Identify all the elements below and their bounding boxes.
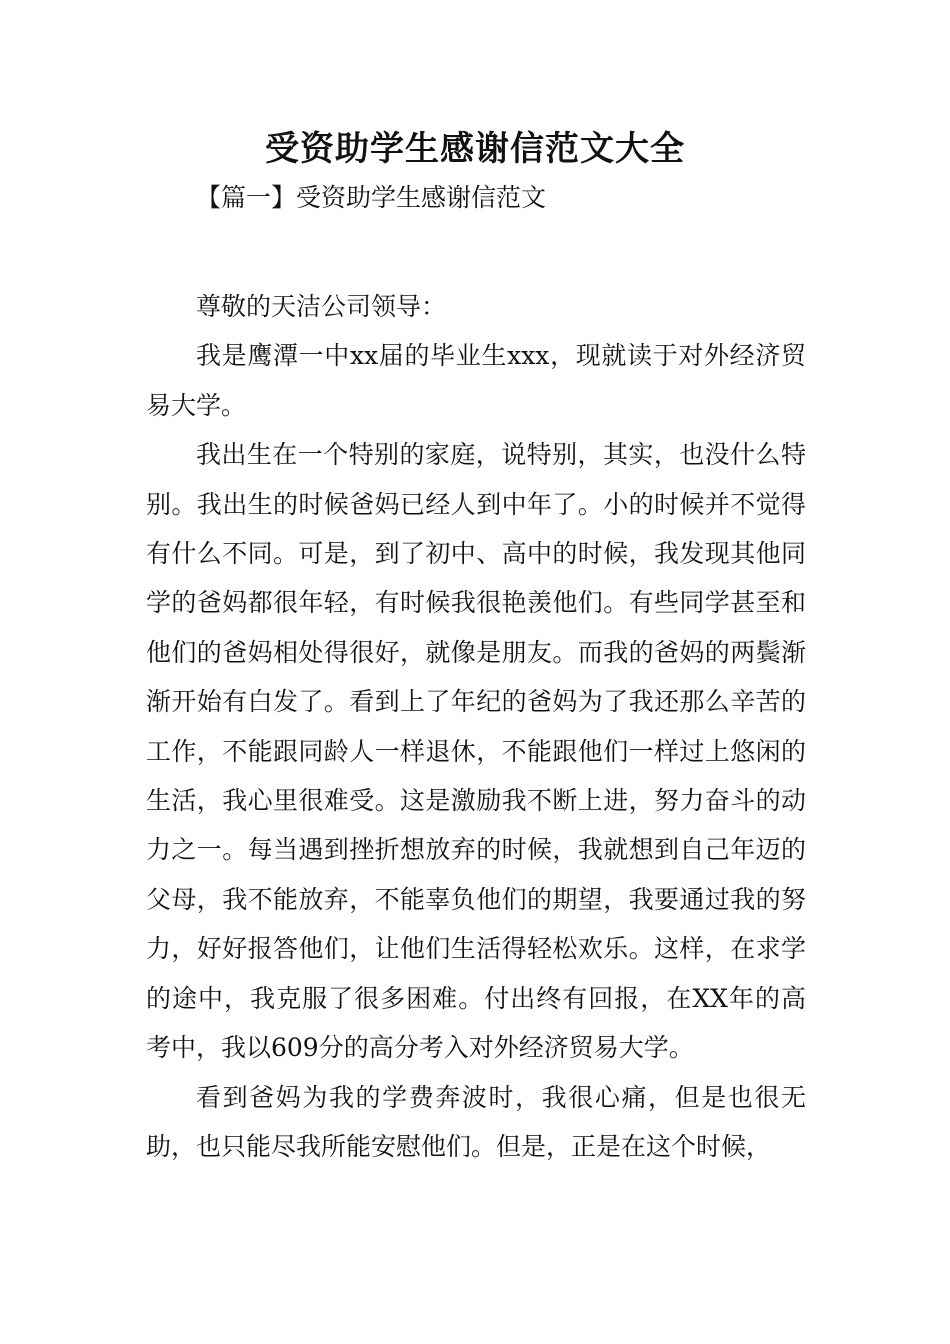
- paragraph-family: 我出生在一个特别的家庭，说特别，其实，也没什么特别。我出生的时候爸妈已经人到中年了。小的时候并不觉得有什么不同。可是，到了初中、高中的时候，我发现其他同学的爸妈都很年轻，有时候我很艳羡他们。有些同学甚至和他们的爸妈相处得很好，就像是朋友。而我的爸妈的两鬓渐渐开始有白发了。看到上了年纪的爸妈为了我还那么辛苦的工作，不能跟同龄人一样退休，不能跟他们一样过上悠闲的生活，我心里很难受。这是激励我不断上进，努力奋斗的动力之一。每当遇到挫折想放弃的时候，我就想到自己年迈的父母，我不能放弃，不能辜负他们的期望，我要通过我的努力，好好报答他们，让他们生活得轻松欢乐。这样，在求学的途中，我克服了很多困难。付出终有回报，在XX年的高考中，我以609分的高分考入对外经济贸易大学。: [146, 440, 806, 1063]
- paragraph-tuition: 看到爸妈为我的学费奔波时，我很心痛，但是也很无助，也只能尽我所能安慰他们。但是，正是在这个时候，: [146, 1082, 806, 1161]
- salutation: 尊敬的天洁公司领导：: [196, 292, 447, 321]
- letter-body: [146, 282, 806, 1171]
- paragraph-intro: 我是鹰潭一中xx届的毕业生xxx，现就读于对外经济贸易大学。: [146, 341, 806, 420]
- document-title: 受资助学生感谢信范文大全: [265, 129, 685, 169]
- section-heading: 【篇一】受资助学生感谢信范文: [196, 183, 547, 212]
